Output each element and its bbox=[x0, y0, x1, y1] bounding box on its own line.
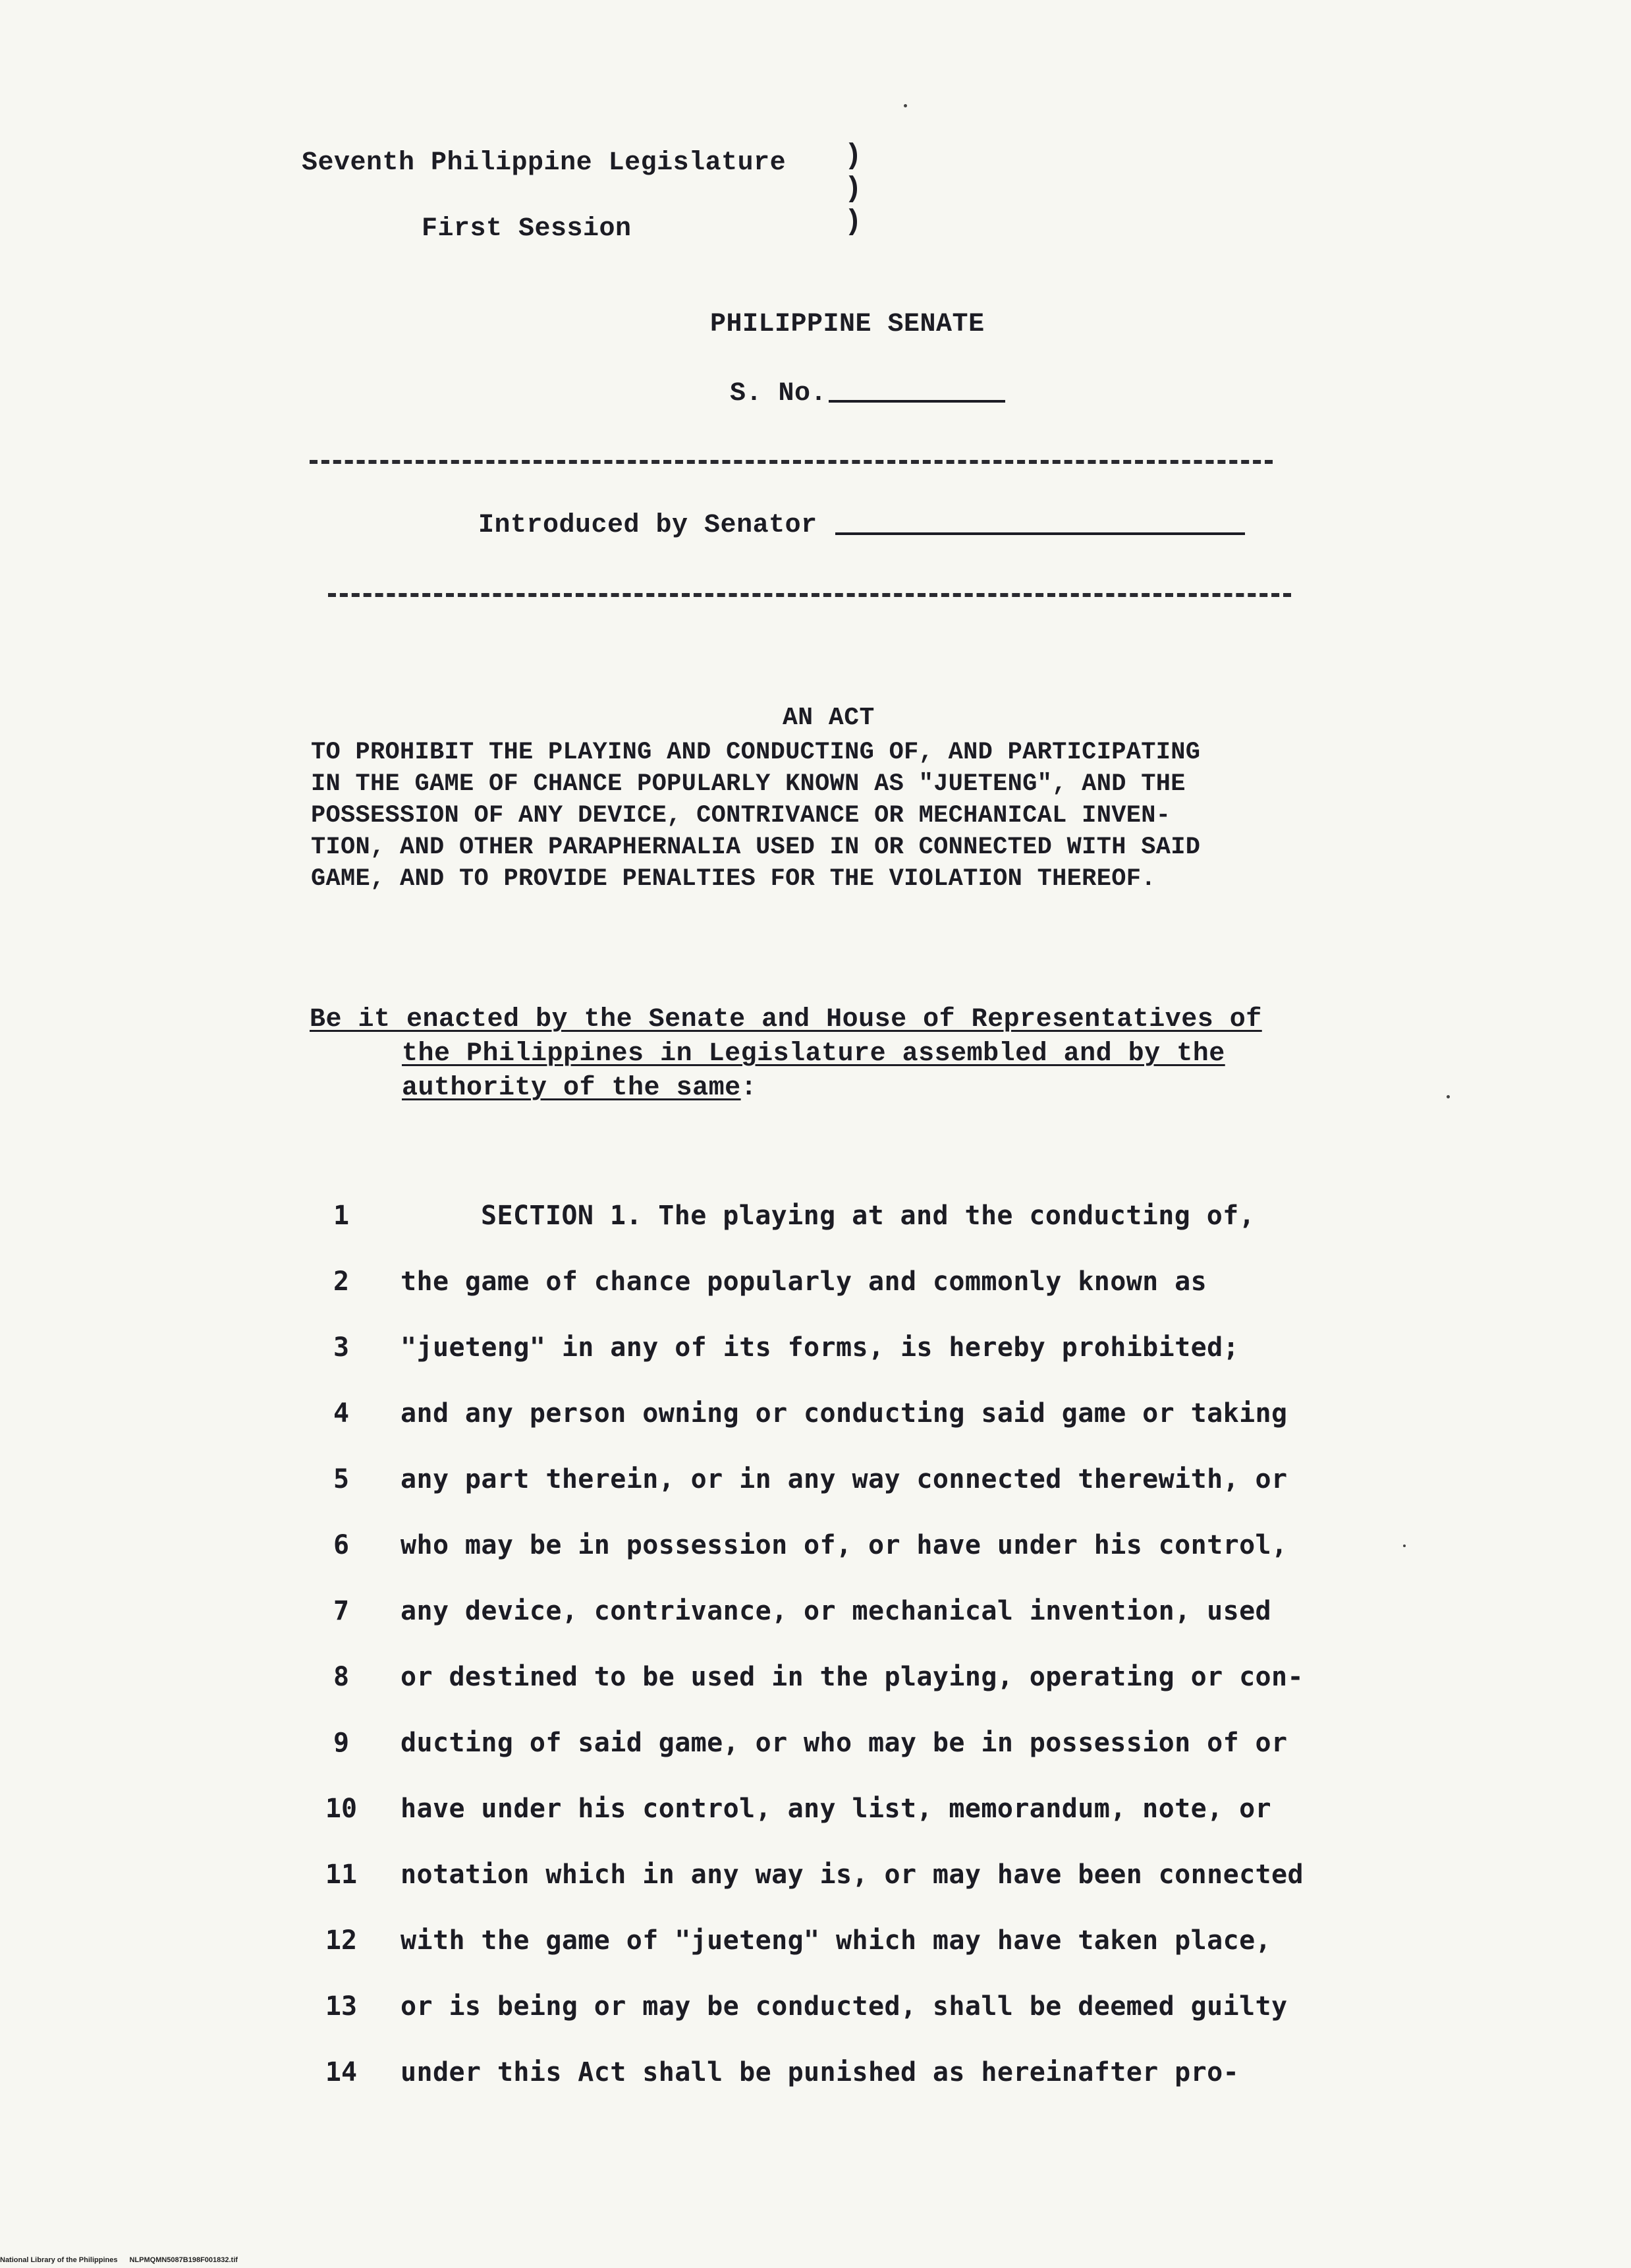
act-title-line: POSSESSION OF ANY DEVICE, CONTRIVANCE OR MECHANICAL INVEN- bbox=[311, 802, 1171, 830]
act-heading: AN ACT bbox=[783, 704, 875, 732]
line-number: 9 bbox=[333, 1728, 350, 1758]
introduced-by-label: Introduced by Senator bbox=[478, 511, 817, 540]
body-line: the game of chance popularly and commonly known as bbox=[401, 1266, 1207, 1297]
body-line: who may be in possession of, or have under his control, bbox=[401, 1530, 1288, 1560]
bracket-paren-1: ) bbox=[844, 140, 862, 173]
body-line: or is being or may be conducted, shall be deemed guilty bbox=[401, 1991, 1288, 2022]
act-title-line: TO PROHIBIT THE PLAYING AND CONDUCTING OF, AND PARTICIPATING bbox=[311, 739, 1201, 766]
line-number: 13 bbox=[325, 1991, 358, 2022]
enacting-clause-text: authority of the same bbox=[402, 1073, 741, 1103]
act-title-line: TION, AND OTHER PARAPHERNALIA USED IN OR CONNECTED WITH SAID bbox=[311, 834, 1201, 861]
body-line: have under his control, any list, memorandum, note, or bbox=[401, 1794, 1272, 1824]
footer-library: National Library of the Philippines bbox=[0, 2256, 118, 2264]
scan-speck bbox=[904, 104, 907, 107]
line-number: 11 bbox=[325, 1859, 358, 1890]
enacting-clause-colon: : bbox=[740, 1073, 758, 1103]
bill-number-label: S. No. bbox=[730, 379, 827, 409]
body-line: or destined to be used in the playing, operating or con- bbox=[401, 1662, 1304, 1692]
line-number: 3 bbox=[333, 1332, 350, 1363]
bill-number-blank bbox=[829, 400, 1005, 403]
body-line: notation which in any way is, or may have been connected bbox=[401, 1859, 1304, 1890]
dashed-separator-bottom bbox=[328, 593, 1291, 597]
act-title-line: IN THE GAME OF CHANCE POPULARLY KNOWN AS "JUETENG", AND THE bbox=[311, 770, 1186, 798]
bracket-paren-2: ) bbox=[844, 173, 862, 206]
enacting-clause-line bbox=[402, 1070, 757, 1107]
enacting-clause-line: the Philippines in Legislature assembled and by the bbox=[402, 1039, 1225, 1069]
footer-file-id: NLPMQMN5087B198F001832.tif bbox=[129, 2256, 238, 2264]
legislature-label: Seventh Philippine Legislature bbox=[302, 148, 787, 178]
enacting-clause-line: Be it enacted by the Senate and House of Representatives of bbox=[310, 1005, 1262, 1035]
line-number: 8 bbox=[333, 1662, 350, 1692]
line-number: 14 bbox=[325, 2057, 358, 2087]
line-number: 10 bbox=[325, 1794, 358, 1824]
line-number: 5 bbox=[333, 1464, 350, 1494]
line-number: 4 bbox=[333, 1398, 350, 1429]
line-number: 12 bbox=[325, 1925, 358, 1956]
session-label: First Session bbox=[422, 214, 632, 244]
bracket-paren-3: ) bbox=[844, 206, 862, 239]
body-line: ducting of said game, or who may be in possession of or bbox=[401, 1728, 1288, 1758]
body-line: any part therein, or in any way connected therewith, or bbox=[401, 1464, 1288, 1494]
scan-speck bbox=[1447, 1095, 1450, 1098]
senate-heading: PHILIPPINE SENATE bbox=[710, 310, 985, 339]
scan-speck bbox=[1403, 1545, 1406, 1547]
body-line: and any person owning or conducting said game or taking bbox=[401, 1398, 1288, 1429]
scan-footer bbox=[0, 2256, 250, 2264]
senator-name-blank bbox=[835, 532, 1245, 535]
line-number: 1 bbox=[333, 1201, 350, 1231]
body-line: under this Act shall be punished as hereinafter pro- bbox=[401, 2057, 1240, 2087]
body-line: "jueteng" in any of its forms, is hereby prohibited; bbox=[401, 1332, 1240, 1363]
line-number: 6 bbox=[333, 1530, 350, 1560]
body-line: SECTION 1. The playing at and the conducting of, bbox=[481, 1201, 1256, 1231]
dashed-separator-top bbox=[310, 460, 1273, 464]
line-number: 2 bbox=[333, 1266, 350, 1297]
line-number: 7 bbox=[333, 1596, 350, 1626]
body-line: with the game of "jueteng" which may have taken place, bbox=[401, 1925, 1272, 1956]
act-title-line: GAME, AND TO PROVIDE PENALTIES FOR THE VIOLATION THEREOF. bbox=[311, 865, 1156, 893]
body-line: any device, contrivance, or mechanical invention, used bbox=[401, 1596, 1272, 1626]
